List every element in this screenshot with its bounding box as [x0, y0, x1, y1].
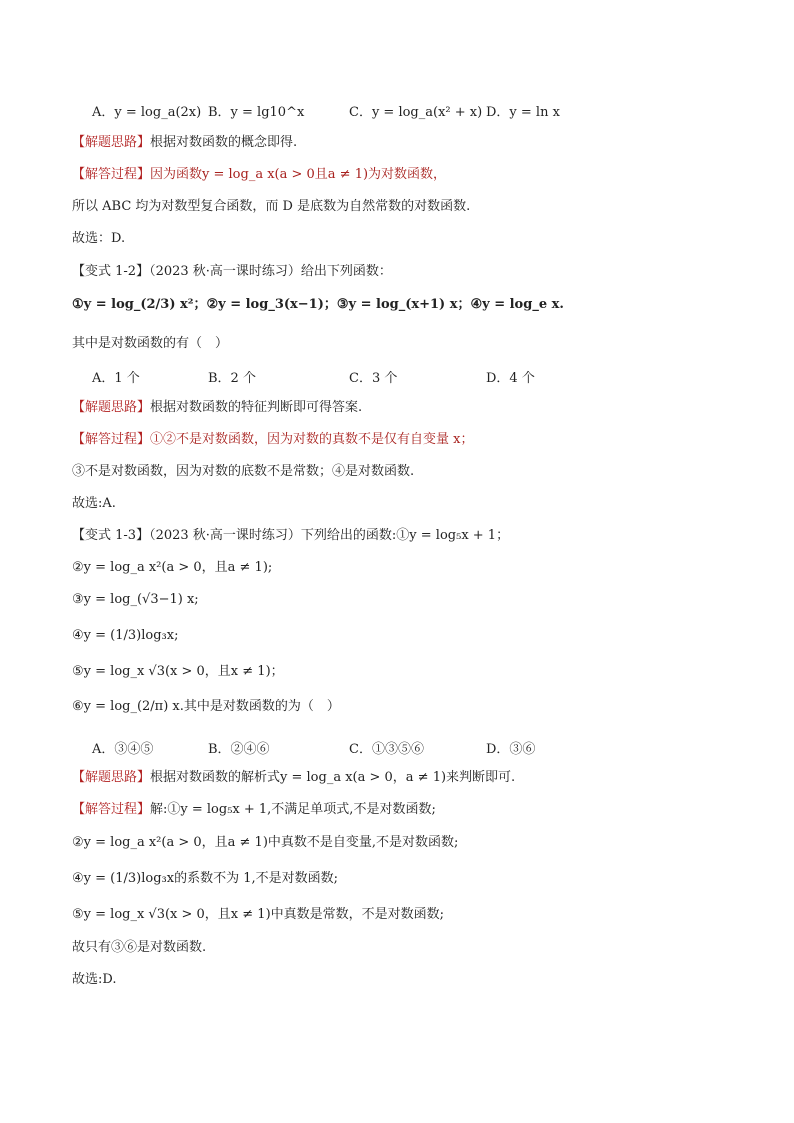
answer: 故选:D. [72, 972, 117, 987]
process-line: ②y = log_a x²(a > 0，且a ≠ 1)中真数不是自变量,不是对数函数; [72, 835, 459, 850]
idea-label: 【解题思路】 [72, 400, 151, 415]
option-a: A．1 个 [92, 371, 140, 386]
option-d: D．4 个 [486, 371, 535, 386]
option-b: B．y = lg10^x [208, 105, 305, 120]
idea-text: 根据对数函数的概念即得. [150, 135, 298, 150]
variant-title: 【变式 1-2】（2023 秋·高一课时练习）给出下列函数： [72, 264, 392, 279]
solution-idea [72, 133, 734, 153]
process-label: 【解答过程】 [72, 432, 151, 447]
process-text: 因为函数y = log_a x(a > 0且a ≠ 1)为对数函数， [150, 167, 447, 182]
question-text: 其中是对数函数的有（ ） [72, 336, 229, 351]
solution-idea [72, 768, 734, 788]
option-a: A．③④⑤ [92, 742, 154, 757]
variant-title: 【变式 1-3】（2023 秋·高一课时练习）下列给出的函数:①y = log₅x + 1； [72, 528, 510, 543]
process-text: 解:①y = log₅x + 1,不满足单项式,不是对数函数; [150, 802, 436, 817]
option-d: D．③⑥ [486, 742, 536, 757]
option-c: C．y = log_a(x² + x) [349, 105, 483, 120]
idea-label: 【解题思路】 [72, 770, 151, 785]
function-item-4: ④y = (1/3)log₃x; [72, 628, 179, 643]
option-a: A．y = log_a(2x) [92, 105, 202, 120]
idea-label: 【解题思路】 [72, 135, 151, 150]
process-line: 故只有③⑥是对数函数. [72, 940, 207, 955]
answer: 故选:A. [72, 496, 116, 511]
function-item-2: ②y = log_a x²(a > 0，且a ≠ 1); [72, 560, 273, 575]
option-d: D．y = ln x [486, 105, 560, 120]
process-text: ①②不是对数函数，因为对数的真数不是仅有自变量 x； [150, 432, 474, 447]
option-c: C．3 个 [349, 371, 398, 386]
process-line: 所以 ABC 均为对数型复合函数，而 D 是底数为自然常数的对数函数. [72, 199, 471, 214]
process-label: 【解答过程】 [72, 802, 151, 817]
process-line: ③不是对数函数，因为对数的底数不是常数；④是对数函数. [72, 464, 415, 479]
answer: 故选：D. [72, 231, 126, 246]
option-c: C．①③⑤⑥ [349, 742, 424, 757]
solution-process [72, 165, 734, 185]
solution-process [72, 430, 734, 450]
option-b: B．②④⑥ [208, 742, 270, 757]
process-line: ⑤y = log_x √3(x > 0，且x ≠ 1)中真数是常数，不是对数函数; [72, 907, 445, 922]
idea-text: 根据对数函数的特征判断即可得答案. [150, 400, 363, 415]
function-item-3: ③y = log_(√3−1) x; [72, 592, 199, 607]
process-line: ④y = (1/3)log₃x的系数不为 1,不是对数函数; [72, 871, 338, 886]
idea-text: 根据对数函数的解析式y = log_a x(a > 0，a ≠ 1)来判断即可. [150, 770, 516, 785]
function-item-6: ⑥y = log_(2/π) x.其中是对数函数的为（ ） [72, 699, 340, 714]
function-list: ①y = log_(2/3) x²；②y = log_3(x−1)；③y = log_(x+1) x；④y = log_e x. [72, 297, 564, 312]
process-label: 【解答过程】 [72, 167, 151, 182]
function-item-5: ⑤y = log_x √3(x > 0，且x ≠ 1)； [72, 664, 284, 679]
solution-idea [72, 398, 734, 418]
option-b: B．2 个 [208, 371, 256, 386]
solution-process [72, 800, 734, 820]
